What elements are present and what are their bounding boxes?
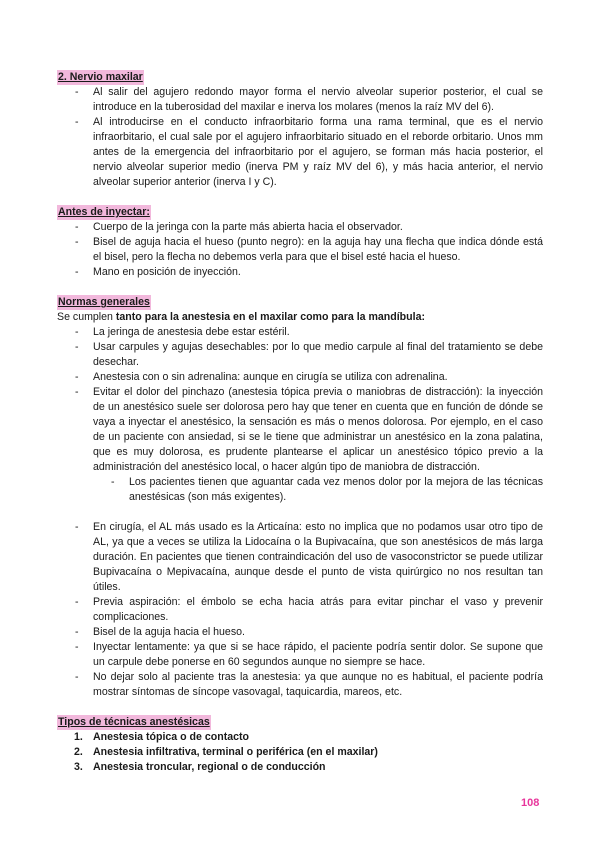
- section-nervio-maxilar: [57, 70, 543, 190]
- item-text: Anestesia troncular, regional o de conducción: [93, 761, 326, 773]
- heading-tipos-tecnicas: Tipos de técnicas anestésicas: [58, 716, 210, 728]
- item-number: 3.: [74, 761, 83, 773]
- antes-list: [57, 220, 543, 280]
- list-item: - La jeringa de anestesia debe estar estéril.: [57, 325, 543, 340]
- list-item: - Cuerpo de la jeringa con la parte más abierta hacia el observador.: [57, 220, 543, 235]
- list-item: - Bisel de aguja hacia el hueso (punto negro): en la aguja hay una flecha que indica dónde está el bisel, pero la flecha no debemos verla para que el bisel esté hacia el hueso.: [57, 235, 543, 265]
- list-item: - Bisel de la aguja hacia el hueso.: [57, 625, 543, 640]
- page-content: [57, 70, 543, 775]
- numbered-item: [57, 745, 543, 760]
- list-item: - Al salir del agujero redondo mayor forma el nervio alveolar superior posterior, el cual se introduce en la tuberosidad del maxilar e inerva los molares (menos la raíz MV del 6).: [57, 85, 543, 115]
- normas-intro-prefix: Se cumplen: [57, 311, 116, 323]
- list-item: - Previa aspiración: el émbolo se echa hacia atrás para evitar pinchar el vaso y prevenir complicaciones.: [57, 595, 543, 625]
- list-item: - Inyectar lentamente: ya que si se hace rápido, el paciente podría sentir dolor. Se supone que un carpule debe ponerse en 60 segundos aunque no siempre se hace.: [57, 640, 543, 670]
- section-antes-de-inyectar: [57, 205, 543, 280]
- list-item: - Usar carpules y agujas desechables: por lo que medio carpule al final del tratamiento se debe desechar.: [57, 340, 543, 370]
- list-item-text: Evitar el dolor del pinchazo (anestesia tópica previa o maniobras de distracción): la inyección de un anestésico suele ser dolorosa pero hay que tener en cuenta que en función de dónde se vaya a inyectar el anestésico, la sensación es más o menos dolorosa. Por ejemplo, en el caso de un paciente con ansiedad, si se le tiene que administrar un anestésico en la zona palatina, que es muy dolorosa, es prudente plantearse el aplicar un anestésico tópico previo a la administración del anestésico local, o hacer algún tipo de maniobra de distracción.: [93, 386, 543, 473]
- numbered-item: [57, 760, 543, 775]
- nervio-list: [57, 85, 543, 190]
- page-number: 108: [521, 797, 540, 809]
- item-number: 1.: [74, 731, 83, 743]
- sub-list-item: - Los pacientes tienen que aguantar cada vez menos dolor por la mejora de las técnicas anestésicas (son más exigentes).: [93, 475, 543, 505]
- normas-list-a: [57, 325, 543, 505]
- heading-antes-de-inyectar: Antes de inyectar:: [58, 206, 150, 218]
- heading-normas-generales: Normas generales: [58, 296, 150, 308]
- tipos-list: [57, 730, 543, 775]
- section-tipos-tecnicas: [57, 715, 543, 775]
- normas-intro: [57, 310, 543, 325]
- normas-sublist: [93, 475, 543, 505]
- item-number: 2.: [74, 746, 83, 758]
- normas-intro-bold: tanto para la anestesia en el maxilar como para la mandíbula:: [115, 311, 425, 323]
- numbered-item: [57, 730, 543, 745]
- heading-nervio-maxilar: 2. Nervio maxilar: [58, 71, 143, 83]
- list-item: - Mano en posición de inyección.: [57, 265, 543, 280]
- list-item: - No dejar solo al paciente tras la anestesia: ya que aunque no es habitual, el paciente podría mostrar síntomas de síncope vasovagal, taquicardia, mareos, etc.: [57, 670, 543, 700]
- list-item: - En cirugía, el AL más usado es la Articaína: esto no implica que no podamos usar otro tipo de AL, ya que a veces se utiliza la Lidocaína o la Bupivacaína, que son anestésicos de más larga duración. En pacientes que tienen contraindicación del uso de vasoconstrictor se puede utilizar Bupivacaína o Mepivacaína, aunque desde el punto de vista quirúrgico no nos resultan tan útiles.: [57, 520, 543, 595]
- section-normas-generales: [57, 295, 543, 700]
- item-text: Anestesia infiltrativa, terminal o periférica (en el maxilar): [93, 746, 378, 758]
- normas-list-b: [57, 520, 543, 700]
- item-text: Anestesia tópica o de contacto: [93, 731, 249, 743]
- list-item: - Al introducirse en el conducto infraorbitario forma una rama terminal, que es el nervio infraorbitario, el cual sale por el agujero infraorbitario situado en el reborde orbitario. Unos mm antes de la emergencia del infraorbitario por el agujero, se forman más hacia posterior, el nervio alveolar superior medio (inerva PM y raíz MV del 6), y más hacia anterior, el nervio alveolar superior anterior (inerva I y C).: [57, 115, 543, 190]
- list-item: [57, 385, 543, 505]
- list-item: - Anestesia con o sin adrenalina: aunque en cirugía se utiliza con adrenalina.: [57, 370, 543, 385]
